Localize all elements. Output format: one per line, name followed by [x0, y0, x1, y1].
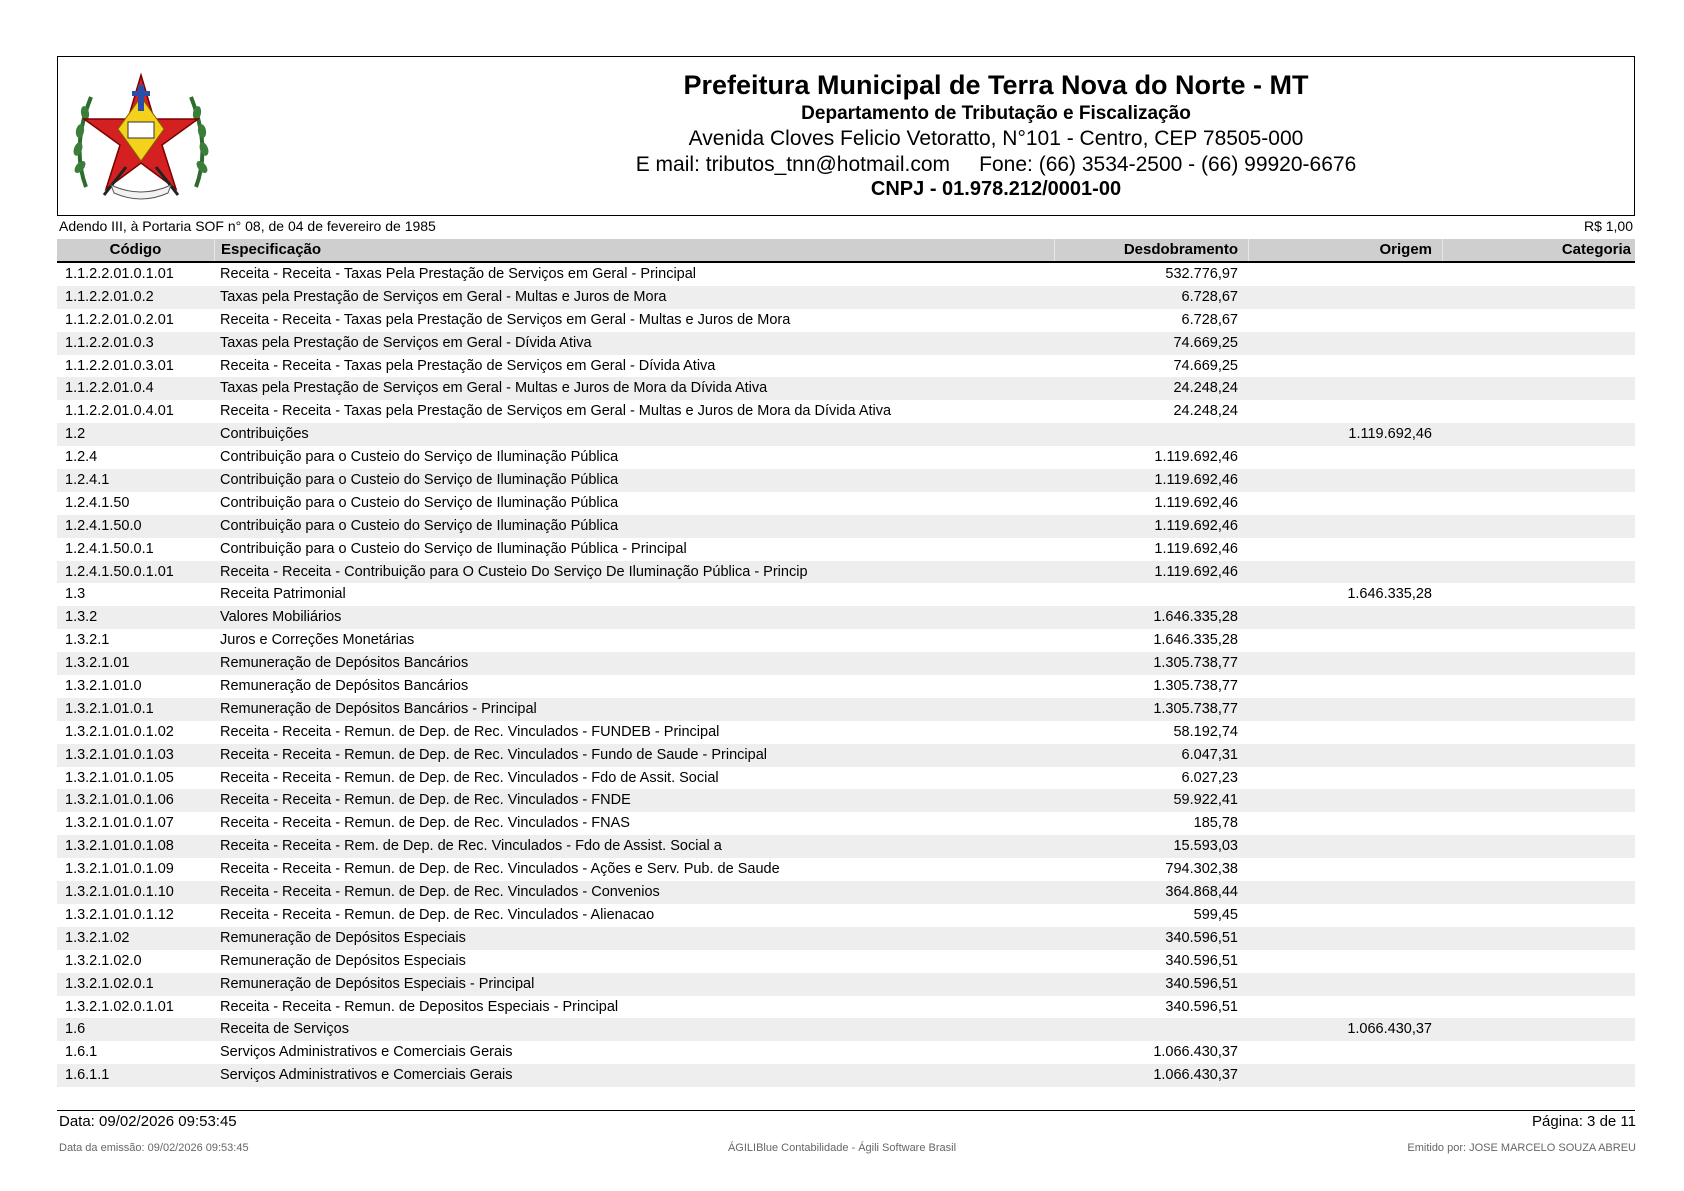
cell-categoria — [1442, 652, 1635, 675]
cell-codigo: 1.2.4.1.50.0.1.01 — [65, 563, 174, 580]
issued-by: Emitido por: JOSE MARCELO SOUZA ABREU — [1407, 1142, 1636, 1154]
cell-origem — [1248, 515, 1442, 538]
cell-especificacao: Receita Patrimonial — [220, 586, 346, 603]
cell-origem — [1248, 332, 1442, 355]
cell-codigo: 1.3 — [65, 586, 86, 603]
cell-especificacao: Receita - Receita - Remun. de Dep. de Rec. Vinculados - Convenios — [220, 884, 660, 901]
cell-origem — [1248, 561, 1442, 584]
software-credit: ÁGILIBlue Contabilidade - Ágili Software Brasil — [727, 1142, 957, 1154]
cell-categoria — [1442, 423, 1635, 446]
cell-origem — [1248, 675, 1442, 698]
cell-desdobramento: 1.119.692,46 — [1154, 449, 1238, 466]
cell-codigo: 1.3.2.1.01.0.1.08 — [65, 838, 174, 855]
cell-codigo: 1.3.2.1.02.0.1.01 — [65, 998, 174, 1015]
cell-codigo: 1.3.2.1 — [65, 632, 110, 649]
cell-desdobramento: 1.066.430,37 — [1153, 1044, 1238, 1061]
cell-desdobramento: 58.192,74 — [1173, 723, 1238, 740]
cell-desdobramento: 59.922,41 — [1173, 792, 1238, 809]
cell-categoria — [1442, 629, 1635, 652]
cell-especificacao: Receita - Receita - Remun. de Dep. de Rec. Vinculados - FUNDEB - Principal — [220, 723, 720, 740]
cell-origem — [1248, 767, 1442, 790]
cell-categoria — [1442, 858, 1635, 881]
currency-unit: R$ 1,00 — [1583, 218, 1633, 234]
cell-especificacao: Receita - Receita - Remun. de Dep. de Rec. Vinculados - Ações e Serv. Pub. de Saude — [220, 861, 780, 878]
footer-date: Data: 09/02/2026 09:53:45 — [59, 1113, 237, 1130]
table-row — [57, 1018, 1635, 1041]
cell-origem — [1248, 538, 1442, 561]
cell-especificacao: Contribuição para o Custeio do Serviço de Iluminação Pública - Principal — [220, 540, 687, 557]
cell-especificacao: Remuneração de Depósitos Bancários - Principal — [220, 700, 537, 717]
table-row — [57, 835, 1635, 858]
table-row — [57, 446, 1635, 469]
cell-origem — [1248, 629, 1442, 652]
cell-categoria — [1442, 973, 1635, 996]
header-text-block — [358, 69, 1634, 202]
cell-origem — [1248, 492, 1442, 515]
cell-codigo: 1.3.2.1.01 — [65, 655, 130, 672]
cell-codigo: 1.3.2.1.01.0.1.05 — [65, 769, 174, 786]
cell-categoria — [1442, 538, 1635, 561]
cell-codigo: 1.1.2.2.01.0.4.01 — [65, 403, 174, 420]
cell-origem — [1248, 744, 1442, 767]
cell-codigo: 1.1.2.2.01.0.2 — [65, 288, 154, 305]
cell-origem — [1248, 721, 1442, 744]
cell-origem — [1248, 996, 1442, 1019]
cell-desdobramento: 1.119.692,46 — [1154, 472, 1238, 489]
cell-codigo: 1.3.2.1.01.0.1.10 — [65, 884, 174, 901]
department-name: Departamento de Tributação e Fiscalização — [801, 103, 1191, 124]
cell-categoria — [1442, 744, 1635, 767]
cell-desdobramento: 1.119.692,46 — [1154, 563, 1238, 580]
cell-especificacao: Contribuição para o Custeio do Serviço de Iluminação Pública — [220, 449, 619, 466]
cell-desdobramento: 1.066.430,37 — [1153, 1067, 1238, 1084]
cell-categoria — [1442, 789, 1635, 812]
column-header-especificacao: Especificação — [214, 239, 1054, 261]
cell-codigo: 1.2.4.1.50 — [65, 494, 130, 511]
cell-origem — [1248, 1041, 1442, 1064]
cell-origem — [1248, 355, 1442, 378]
cell-categoria — [1442, 812, 1635, 835]
cell-origem — [1248, 950, 1442, 973]
cell-categoria — [1442, 263, 1635, 286]
cell-categoria — [1442, 1018, 1635, 1041]
table-row — [57, 904, 1635, 927]
cell-desdobramento: 74.669,25 — [1173, 357, 1238, 374]
table-body — [57, 263, 1635, 1087]
table-row — [57, 400, 1635, 423]
cell-codigo: 1.3.2.1.01.0 — [65, 678, 142, 695]
cell-desdobramento: 1.646.335,28 — [1153, 609, 1238, 626]
cell-codigo: 1.3.2.1.01.0.1.09 — [65, 861, 174, 878]
cell-codigo: 1.1.2.2.01.0.3 — [65, 334, 154, 351]
cell-especificacao: Remuneração de Depósitos Especiais — [220, 929, 466, 946]
cell-especificacao: Valores Mobiliários — [220, 609, 342, 626]
cell-desdobramento — [1054, 1018, 1248, 1041]
cell-codigo: 1.2.4.1.50.0.1 — [65, 540, 154, 557]
cell-desdobramento: 340.596,51 — [1165, 998, 1238, 1015]
cell-especificacao: Receita - Receita - Remun. de Dep. de Rec. Vinculados - FNDE — [220, 792, 631, 809]
cell-categoria — [1442, 515, 1635, 538]
cell-codigo: 1.3.2.1.02.0 — [65, 952, 142, 969]
cell-codigo: 1.3.2.1.01.0.1 — [65, 700, 154, 717]
cell-codigo: 1.1.2.2.01.0.3.01 — [65, 357, 174, 374]
table-row — [57, 744, 1635, 767]
cell-codigo: 1.3.2 — [65, 609, 98, 626]
table-row — [57, 675, 1635, 698]
cell-origem — [1248, 698, 1442, 721]
cell-codigo: 1.3.2.1.01.0.1.03 — [65, 746, 174, 763]
cell-especificacao: Remuneração de Depósitos Especiais — [220, 952, 466, 969]
cell-categoria — [1442, 309, 1635, 332]
cell-codigo: 1.6.1.1 — [65, 1067, 110, 1084]
cell-desdobramento: 6.047,31 — [1181, 746, 1238, 763]
table-row — [57, 996, 1635, 1019]
column-header-origem: Origem — [1248, 239, 1442, 261]
cell-origem — [1248, 927, 1442, 950]
cell-desdobramento: 6.027,23 — [1181, 769, 1238, 786]
municipal-coat-of-arms-icon — [66, 67, 216, 205]
cell-categoria — [1442, 561, 1635, 584]
revenue-table — [57, 239, 1635, 1087]
table-row — [57, 492, 1635, 515]
cell-codigo: 1.1.2.2.01.0.4 — [65, 380, 154, 397]
cell-desdobramento: 185,78 — [1193, 815, 1238, 832]
cell-desdobramento: 1.305.738,77 — [1153, 700, 1238, 717]
contact-line: E mail: tributos_tnn@hotmail.com Fone: (66) 3534-2500 - (66) 99920-6676 — [635, 153, 1357, 176]
cell-origem — [1248, 446, 1442, 469]
table-row — [57, 789, 1635, 812]
cell-categoria — [1442, 835, 1635, 858]
cell-origem — [1248, 904, 1442, 927]
cell-categoria — [1442, 950, 1635, 973]
cell-desdobramento: 24.248,24 — [1173, 403, 1238, 420]
cell-especificacao: Receita - Receita - Taxas pela Prestação de Serviços em Geral - Multas e Juros de Mora da Dívida Ativa — [220, 403, 892, 420]
table-row — [57, 538, 1635, 561]
table-row — [57, 881, 1635, 904]
cell-desdobramento: 532.776,97 — [1165, 266, 1238, 282]
cell-categoria — [1442, 927, 1635, 950]
table-row — [57, 515, 1635, 538]
table-row — [57, 973, 1635, 996]
cell-origem — [1248, 858, 1442, 881]
cell-desdobramento: 1.119.692,46 — [1154, 540, 1238, 557]
cell-especificacao: Juros e Correções Monetárias — [220, 632, 415, 649]
cell-categoria — [1442, 355, 1635, 378]
cell-especificacao: Remuneração de Depósitos Bancários — [220, 655, 469, 672]
cell-origem — [1248, 400, 1442, 423]
cell-origem — [1248, 606, 1442, 629]
cnpj-line: CNPJ - 01.978.212/0001-00 — [870, 178, 1122, 200]
cell-codigo: 1.3.2.1.01.0.1.07 — [65, 815, 174, 832]
table-row — [57, 263, 1635, 286]
cell-desdobramento: 1.305.738,77 — [1153, 678, 1238, 695]
cell-codigo: 1.2 — [65, 426, 86, 443]
cell-especificacao: Serviços Administrativos e Comerciais Gerais — [220, 1067, 513, 1084]
cell-especificacao: Taxas pela Prestação de Serviços em Geral - Multas e Juros de Mora — [220, 288, 667, 305]
cell-origem — [1248, 835, 1442, 858]
cell-desdobramento: 1.305.738,77 — [1153, 655, 1238, 672]
table-header — [57, 239, 1635, 263]
table-row — [57, 950, 1635, 973]
table-row — [57, 561, 1635, 584]
table-row — [57, 629, 1635, 652]
cell-categoria — [1442, 721, 1635, 744]
cell-desdobramento: 794.302,38 — [1165, 861, 1238, 878]
table-row — [57, 377, 1635, 400]
report-subheader — [59, 218, 1633, 236]
cell-especificacao: Receita - Receita - Remun. de Depositos Especiais - Principal — [220, 998, 619, 1015]
cell-desdobramento: 340.596,51 — [1165, 952, 1238, 969]
cell-categoria — [1442, 767, 1635, 790]
cell-desdobramento — [1054, 423, 1248, 446]
emission-date: Data da emissão: 09/02/2026 09:53:45 — [59, 1142, 249, 1154]
cell-origem — [1248, 881, 1442, 904]
table-row — [57, 812, 1635, 835]
cell-especificacao: Receita - Receita - Taxas pela Prestação de Serviços em Geral - Dívida Ativa — [220, 357, 716, 374]
cell-codigo: 1.1.2.2.01.0.1.01 — [65, 266, 174, 282]
cell-origem — [1248, 309, 1442, 332]
cell-categoria — [1442, 881, 1635, 904]
cell-categoria — [1442, 675, 1635, 698]
cell-categoria — [1442, 583, 1635, 606]
column-header-categoria: Categoria — [1442, 239, 1635, 261]
cell-codigo: 1.2.4.1 — [65, 472, 110, 489]
cell-codigo: 1.6.1 — [65, 1044, 98, 1061]
table-row — [57, 606, 1635, 629]
cell-origem — [1248, 789, 1442, 812]
cell-especificacao: Contribuição para o Custeio do Serviço de Iluminação Pública — [220, 517, 619, 534]
cell-desdobramento: 599,45 — [1193, 906, 1238, 923]
cell-origem — [1248, 812, 1442, 835]
cell-categoria — [1442, 400, 1635, 423]
cell-origem: 1.646.335,28 — [1347, 586, 1432, 603]
table-row — [57, 1064, 1635, 1087]
table-row — [57, 469, 1635, 492]
cell-desdobramento: 6.728,67 — [1181, 288, 1238, 305]
cell-especificacao: Taxas pela Prestação de Serviços em Geral - Dívida Ativa — [220, 334, 592, 351]
cell-codigo: 1.3.2.1.02.0.1 — [65, 975, 154, 992]
cell-especificacao: Contribuição para o Custeio do Serviço de Iluminação Pública — [220, 472, 619, 489]
cell-desdobramento: 1.119.692,46 — [1154, 517, 1238, 534]
cell-especificacao: Taxas pela Prestação de Serviços em Geral - Multas e Juros de Mora da Dívida Ativa — [220, 380, 768, 397]
cell-categoria — [1442, 469, 1635, 492]
cell-categoria — [1442, 606, 1635, 629]
cell-codigo: 1.3.2.1.02 — [65, 929, 130, 946]
cell-origem — [1248, 286, 1442, 309]
cell-desdobramento: 15.593,03 — [1173, 838, 1238, 855]
footer-divider — [57, 1110, 1635, 1111]
cell-categoria — [1442, 286, 1635, 309]
cell-especificacao: Receita - Receita - Taxas pela Prestação de Serviços em Geral - Multas e Juros de Mora — [220, 311, 791, 328]
cell-especificacao: Remuneração de Depósitos Especiais - Principal — [220, 975, 535, 992]
cell-especificacao: Receita de Serviços — [220, 1021, 349, 1038]
table-row — [57, 332, 1635, 355]
cell-categoria — [1442, 492, 1635, 515]
cell-origem — [1248, 263, 1442, 286]
cell-especificacao: Receita - Receita - Contribuição para O Custeio Do Serviço De Iluminação Pública - Princip — [220, 563, 808, 580]
page-number: Página: 3 de 11 — [1532, 1113, 1636, 1130]
table-row — [57, 423, 1635, 446]
cell-codigo: 1.3.2.1.01.0.1.06 — [65, 792, 174, 809]
column-header-codigo: Código — [109, 241, 162, 258]
table-row — [57, 698, 1635, 721]
cell-origem — [1248, 1064, 1442, 1087]
cell-categoria — [1442, 996, 1635, 1019]
report-header — [57, 56, 1635, 216]
cell-origem: 1.066.430,37 — [1347, 1021, 1432, 1038]
table-row — [57, 1041, 1635, 1064]
cell-codigo: 1.2.4 — [65, 449, 98, 466]
ordinance-reference: Adendo III, à Portaria SOF n° 08, de 04 de fevereiro de 1985 — [59, 218, 436, 234]
table-row — [57, 858, 1635, 881]
cell-especificacao: Contribuições — [220, 426, 309, 443]
cell-categoria — [1442, 1064, 1635, 1087]
cell-especificacao: Receita - Receita - Remun. de Dep. de Rec. Vinculados - FNAS — [220, 815, 630, 832]
cell-categoria — [1442, 698, 1635, 721]
cell-desdobramento: 24.248,24 — [1173, 380, 1238, 397]
table-row — [57, 927, 1635, 950]
cell-desdobramento: 1.119.692,46 — [1154, 494, 1238, 511]
table-row — [57, 583, 1635, 606]
cell-categoria — [1442, 1041, 1635, 1064]
cell-categoria — [1442, 904, 1635, 927]
cell-desdobramento: 364.868,44 — [1165, 884, 1238, 901]
cell-especificacao: Receita - Receita - Remun. de Dep. de Rec. Vinculados - Fundo de Saude - Principal — [220, 746, 767, 763]
cell-desdobramento: 340.596,51 — [1165, 975, 1238, 992]
table-row — [57, 721, 1635, 744]
cell-especificacao: Remuneração de Depósitos Bancários — [220, 678, 469, 695]
cell-origem — [1248, 469, 1442, 492]
cell-desdobramento: 340.596,51 — [1165, 929, 1238, 946]
cell-codigo: 1.1.2.2.01.0.2.01 — [65, 311, 174, 328]
cell-desdobramento — [1054, 583, 1248, 606]
table-row — [57, 286, 1635, 309]
cell-codigo: 1.6 — [65, 1021, 86, 1038]
cell-desdobramento: 74.669,25 — [1173, 334, 1238, 351]
address-line: Avenida Cloves Felicio Vetoratto, N°101 - Centro, CEP 78505-000 — [688, 127, 1304, 150]
cell-especificacao: Contribuição para o Custeio do Serviço de Iluminação Pública — [220, 494, 619, 511]
cell-especificacao: Receita - Receita - Remun. de Dep. de Rec. Vinculados - Fdo de Assit. Social — [220, 769, 719, 786]
cell-origem — [1248, 973, 1442, 996]
cell-especificacao: Serviços Administrativos e Comerciais Gerais — [220, 1044, 513, 1061]
table-row — [57, 309, 1635, 332]
cell-especificacao: Receita - Receita - Taxas Pela Prestação de Serviços em Geral - Principal — [220, 266, 697, 282]
column-header-desdobramento: Desdobramento — [1054, 239, 1248, 261]
cell-origem: 1.119.692,46 — [1348, 426, 1432, 443]
table-row — [57, 767, 1635, 790]
cell-categoria — [1442, 332, 1635, 355]
cell-desdobramento: 1.646.335,28 — [1153, 632, 1238, 649]
page-title: Prefeitura Municipal de Terra Nova do Norte - MT — [683, 70, 1309, 100]
cell-codigo: 1.3.2.1.01.0.1.02 — [65, 723, 174, 740]
cell-codigo: 1.3.2.1.01.0.1.12 — [65, 906, 174, 923]
cell-categoria — [1442, 377, 1635, 400]
cell-origem — [1248, 377, 1442, 400]
cell-especificacao: Receita - Receita - Remun. de Dep. de Rec. Vinculados - Alienacao — [220, 906, 655, 923]
cell-codigo: 1.2.4.1.50.0 — [65, 517, 142, 534]
cell-especificacao: Receita - Receita - Rem. de Dep. de Rec. Vinculados - Fdo de Assist. Social a — [220, 838, 722, 855]
cell-origem — [1248, 652, 1442, 675]
table-row — [57, 652, 1635, 675]
table-row — [57, 355, 1635, 378]
cell-desdobramento: 6.728,67 — [1181, 311, 1238, 328]
cell-categoria — [1442, 446, 1635, 469]
